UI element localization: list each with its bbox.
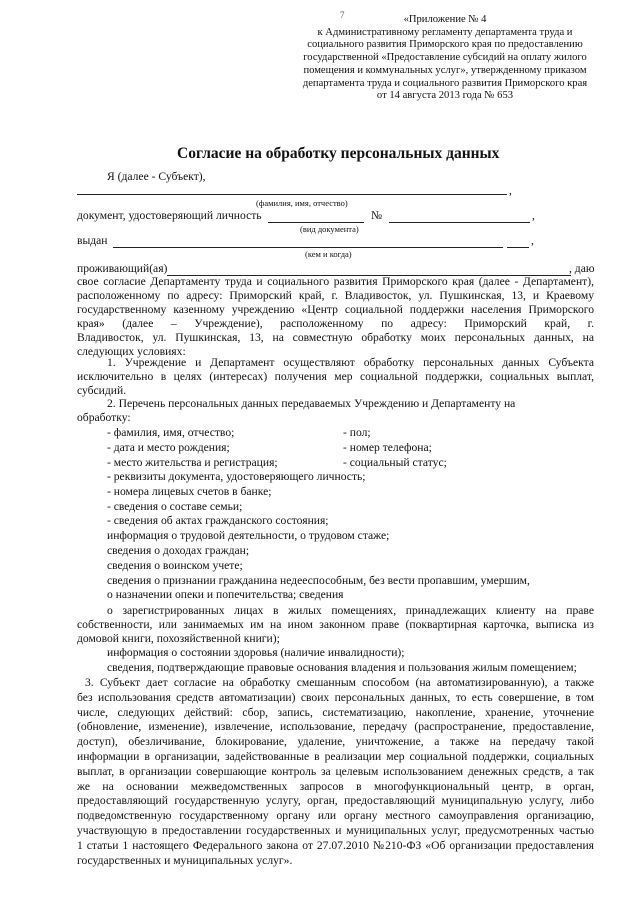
annex-line: от 14 августа 2013 года № 653 (376, 90, 514, 102)
list-item: сведения о признании гражданина недееспособным, без вести пропавшим, умершим, (107, 573, 530, 587)
data-list-right (343, 425, 447, 470)
annex-line: департамента труда и социального развития Приморского края (302, 77, 588, 89)
residing-label: проживающий(ая) (77, 262, 168, 275)
text-line: следующих условиях: (77, 345, 186, 358)
text-line: без использования средств автоматизации) своих персональных данных, то есть совершение, в том (77, 690, 594, 704)
caption-issued: (кем и когда) (305, 249, 352, 259)
text-line: участвующую в предоставлении государственных и муниципальных услуг, предусмотренных частью (77, 823, 594, 837)
corner-mark: 7 (340, 10, 345, 20)
annex-line: «Приложение № 4 (403, 14, 487, 25)
list-item: - пол; (343, 426, 371, 439)
text-line: 3. Субъект дает согласие на обработку смешанным способом (на автоматизированную), а также (85, 676, 594, 689)
list-item: - сведения о составе семьи; (107, 499, 243, 513)
text-line: 1 статьи 1 настоящего Федерального закона от 27.07.2010 №210-ФЗ «Об организации предоставления (77, 838, 594, 852)
list-item: сведения о доходах граждан; (107, 543, 250, 557)
subject-line-end: , (509, 184, 512, 197)
text-line: государственному казенному учреждению «Центр социальной поддержки населения Приморского (77, 303, 594, 316)
document-title: Согласие на обработку персональных данных (177, 145, 500, 162)
list-item: сведения о воинском учете; (107, 558, 243, 572)
doc-label: документ, удостоверяющий личность (77, 209, 262, 222)
text-line: государственных и муниципальных услуг». (77, 853, 293, 867)
item-2-heading-cont: обработку: (77, 411, 131, 424)
caption-doc-type: (вид документа) (300, 224, 359, 234)
text-line: Владивосток, ул. Пушкинская, 13, на совместную обработку моих персональных данных, на (77, 331, 594, 344)
consent-paragraph (77, 275, 594, 359)
text-line: исключительно в целях (интересах) получения мер социальной поддержки, социальных выплат, (77, 370, 594, 383)
annex-line: государственной «Предоставление субсидий на оплату жилого (303, 52, 587, 64)
text-line: предоставляющий государственную услугу, орган, предоставляющий муниципальную услугу, либо (77, 794, 594, 808)
list-item: - дата и место рождения; (107, 441, 230, 454)
doc-type-field-line[interactable] (268, 222, 364, 223)
text-line: доступ), обезличивание, блокирование, удаление, уничтожение, а также на передачу такой (77, 735, 594, 749)
issued-line-end: , (531, 234, 534, 247)
text-line: субсидий. (77, 384, 127, 397)
residing-end: , даю (569, 262, 595, 275)
text-line: расположенному по адресу: Приморский край, г. Владивосток, ул. Пушкинская, 13, и Краевому (77, 289, 594, 302)
list-item: - место жительства и регистрация; (107, 456, 278, 469)
doc-number-field-line[interactable] (389, 222, 530, 223)
subject-label: Я (далее - Субъект), (107, 170, 206, 183)
data-list-rest (107, 470, 530, 603)
list-item: о назначении опеки и попечительства; сведения (107, 588, 344, 602)
text-line: свое согласие Департаменту труда и социального развития Приморского края (далее - Департамент), (77, 275, 594, 288)
list-item: - социальный статус; (343, 456, 447, 469)
item-2-heading: 2. Перечень персональных данных передаваемых Учреждению и Департаменту на (107, 397, 516, 410)
text-line: информации в организации, задействованные в реализации мер социальной поддержки, социальных (77, 749, 594, 763)
data-list-left (107, 425, 278, 470)
doc-line-end: , (532, 209, 535, 222)
annex-line: помещения и коммунальных услуг», утвержденному приказом (303, 64, 587, 76)
housing-line: сведения, подтверждающие правовые основания владения и пользования жилым помещением; (107, 661, 577, 674)
issued-field-line[interactable] (113, 247, 503, 248)
text-line: о зарегистрированных лицах в жилых помещениях, принадлежащих клиенту на праве (107, 604, 594, 617)
text-line: же на основании межведомственных запросов в многофункциональный центр, в орган, (77, 779, 594, 793)
text-line: выплат, в организации совершающие контроль за целевым использованием денежных средств, а так (77, 764, 594, 778)
list-item: - сведения об актах гражданского состояния; (107, 514, 329, 528)
annex-line: к Административному регламенту департамента труда и (317, 26, 573, 38)
text-line: собственности, или занимаемых им на ином законном праве (поквартирная карточка, выписка из (77, 618, 594, 631)
issued-field-line-short[interactable] (507, 247, 529, 248)
text-line: домовой книги, похозяйственной книги); (77, 632, 280, 645)
issued-label: выдан (77, 234, 108, 247)
text-line: края» (далее – Учреждение), расположенному по адресу: Приморский край, г. (77, 317, 594, 330)
fio-field-line[interactable] (77, 194, 507, 195)
list-item: - фамилия, имя, отчество; (107, 426, 235, 439)
text-line: 1. Учреждение и Департамент осуществляют обработку персональных данных Субъекта (107, 356, 594, 369)
annex-header (295, 14, 595, 103)
item-1 (77, 356, 594, 398)
caption-fio: (фамилия, имя, отчество) (256, 198, 348, 208)
doc-number-sign: № (371, 209, 383, 222)
text-line: подведомственную государственному органу или органу местного самоуправления организацию, (77, 809, 594, 823)
annex-line: социального развития Приморского края по предоставлению (307, 39, 583, 51)
text-line: (обновление, изменение), извлечение, использование, передачу (распространение, предоставление, (77, 720, 594, 734)
list-item: - номера лицевых счетов в банке; (107, 484, 272, 498)
list-item: - реквизиты документа, удостоверяющего личность; (107, 470, 366, 483)
health-line: информация о состоянии здоровья (наличие инвалидности); (107, 646, 405, 659)
list-item: - номер телефона; (343, 441, 432, 454)
text-line: числе, следующих действий: сбор, запись, систематизацию, накопление, хранение, уточнение (77, 705, 594, 719)
registered-paragraph (77, 604, 594, 646)
list-item: информация о трудовой деятельности, о трудовом стаже; (107, 529, 390, 543)
item-3 (77, 676, 594, 868)
